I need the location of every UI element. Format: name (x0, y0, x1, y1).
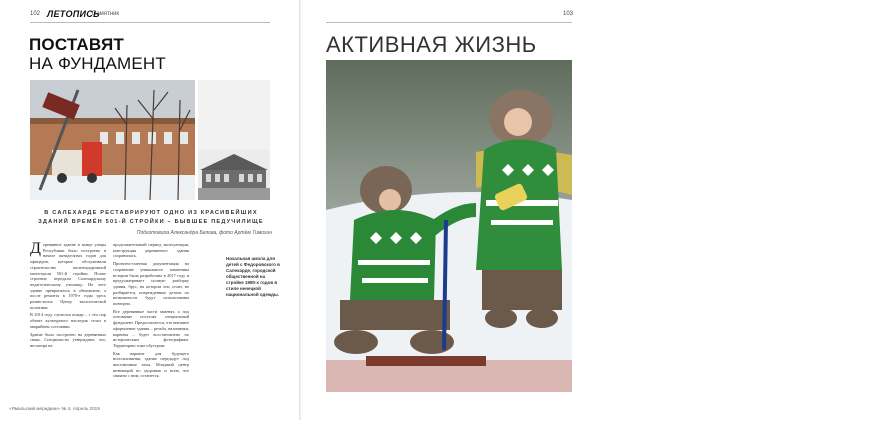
article-credit: Подготовила Александра Белова, фото Артём Тимохин (136, 230, 272, 236)
title-line-2: НА ФУНДАМЕНТ (29, 54, 166, 73)
paragraph: В 2014 году случился пожар – с тех пор объект культурного наследия стоял в аварийном состоянии. (30, 312, 106, 329)
body-column-1 (30, 242, 106, 351)
drop-cap: Д (30, 240, 41, 257)
paragraph: Все деревянные части заменят, а под основание постелят специальный фундамент. Предполагается, что внешнее оформление здания – резьба, наличники, карнизы – будет восстановлено по историческим фотографиям. Территорию тоже обустроят. (113, 308, 189, 348)
historic-building-photo (198, 80, 270, 200)
magazine-footer: «Ямальский меридиан» № 4, Апрель 2019 (9, 406, 100, 411)
children-in-snow-photo (326, 60, 895, 438)
paragraph: продолжительный период эксплуатации, конструкция деревянного здания сохранилась. (113, 242, 189, 259)
building-repair-photo (30, 80, 195, 200)
page-number-left: 102 (30, 11, 41, 17)
title-line-1: ПОСТАВЯТ (29, 35, 124, 54)
paragraph: Проектно-сметная документация на сохранение уникального памятника истории была разработана в 2017 году и предусматривает полную разборку здания, брус, на котором оно стоит, не разбирается, поврежденные детали по возможности будут использованы повторно. (113, 261, 189, 307)
article-lead: В САЛЕХАРДЕ РЕСТАВРИРУЮТ ОДНО ИЗ КРАСИВЕЙШИХ ЗДАНИЙ ВРЕМЁН 501-Й СТРОЙКИ – БЫВШЕЕ ПЕДУЧИЛИЩЕ (38, 210, 264, 225)
header-rule-right (326, 22, 572, 23)
section-label: Памятник (92, 11, 120, 17)
photo-caption: Начальная школа для детей с Федоровского в Салехарде, городской общественной на стройке 1980-х годов в стиле ненецкой национальной одежды. (226, 256, 280, 297)
right-page-title: АКТИВНАЯ ЖИЗНЬ (326, 32, 537, 57)
article-title (29, 35, 279, 73)
body-column-2 (113, 242, 189, 381)
paragraph: Здание было построено на деревянных сваях. Специалисты утверждают, что, несмотря на (30, 331, 106, 348)
paragraph: еревянное здание в конце улицы Республики было построено в начале пятидесятых годов для офицеров, которые обслуживали строительство железнодорожной магистрали 501-й стройки. Позже строение передали Салехардскому педагогическому училищу. На лето здание превратилось в общежитие, а после ремонта в 1970-е годы здесь разместился Центр экологической политики. (30, 242, 106, 310)
page-gutter (299, 0, 301, 420)
page-number-right: 103 (563, 11, 574, 17)
photo-credit: Фото: Юлия Мирошникова (891, 393, 895, 438)
paragraph: Как вариант для будущего использования, здание передадут под выставочные залы. Младший центр инноваций по здоровью и всем, что связано с ним, останется. (113, 350, 189, 379)
header-rule-left (30, 22, 270, 23)
magazine-rubric: ЛЕТОПИСЬ (47, 9, 100, 19)
